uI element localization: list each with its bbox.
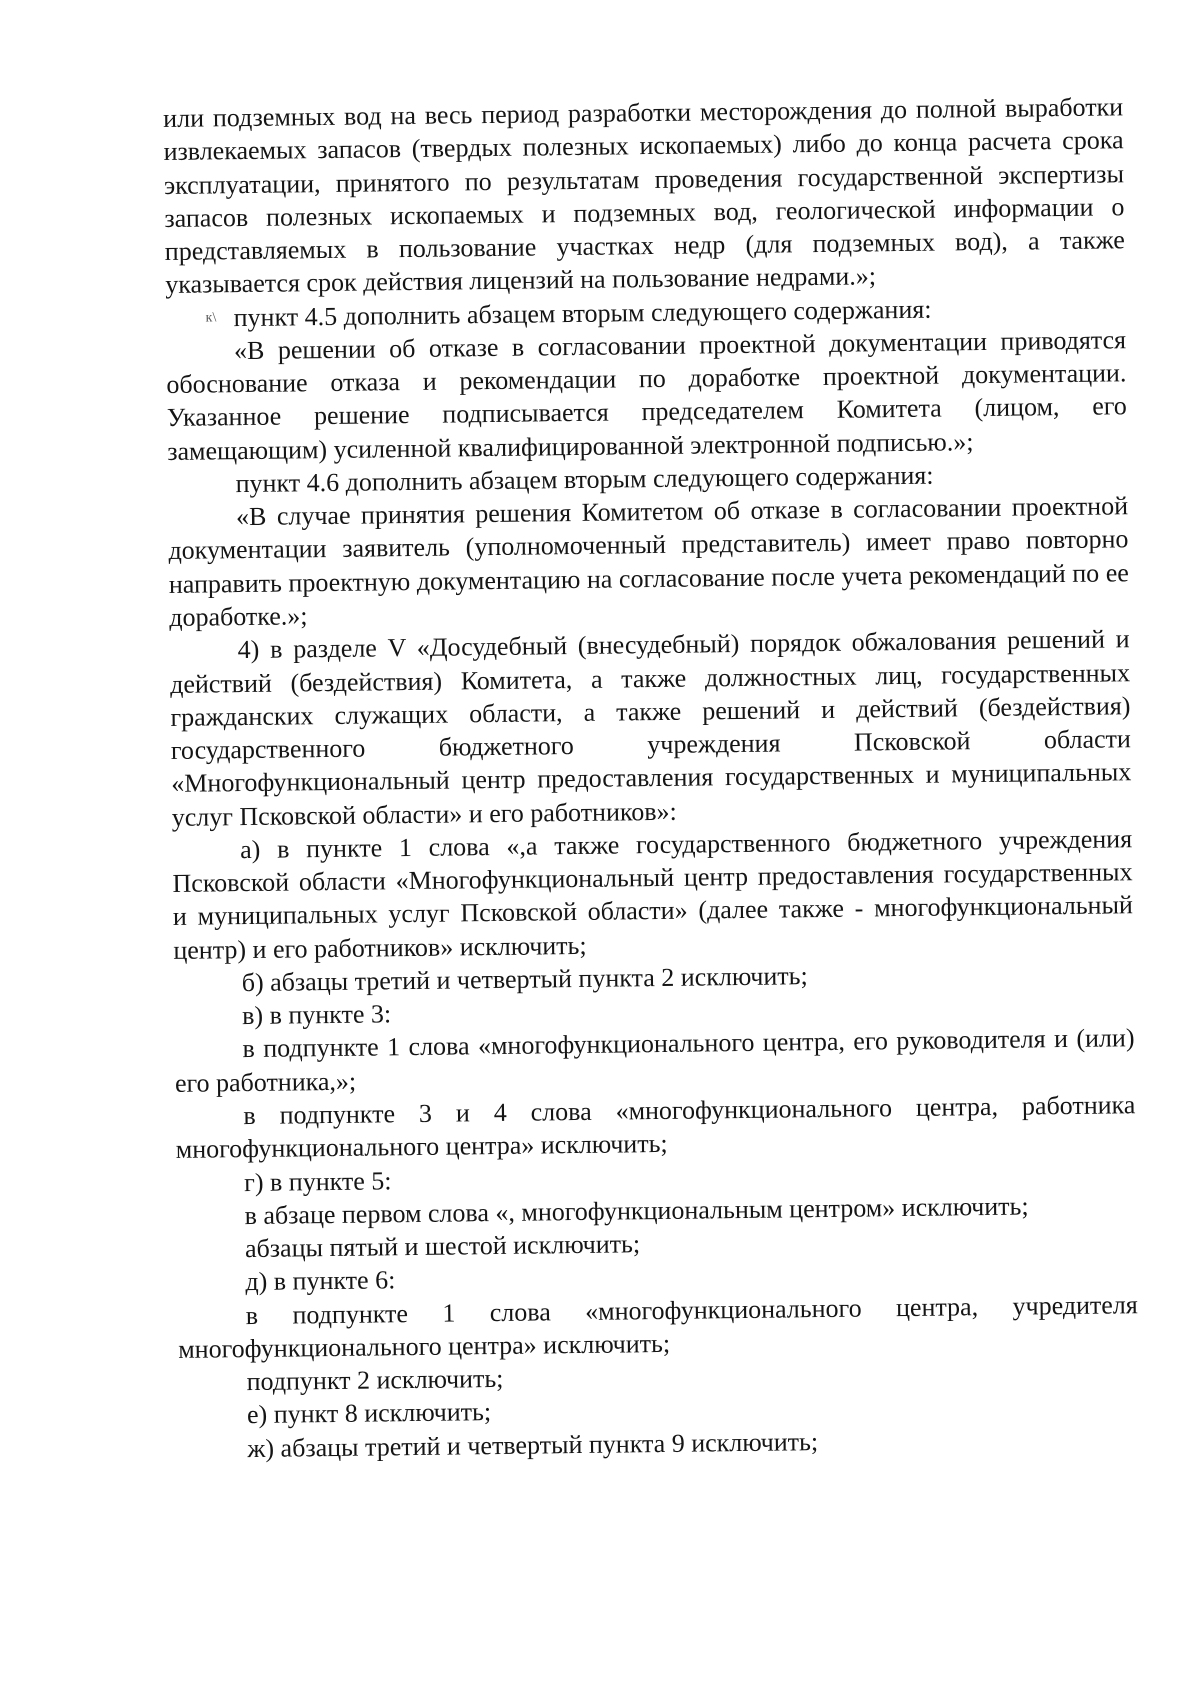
document-body: [163, 90, 1140, 1466]
paragraph-14: абзацы пятый и шестой исключить;: [244, 1229, 641, 1264]
paragraph-2-text: пункт 4.5 дополнить абзацем вторым следующего содержания:: [233, 294, 932, 332]
paragraph-3: «В решении об отказе в согласовании проектной документации приводятся обоснование отказа и рекомендации по доработке проектной документации. Указанное решение подписывается председателем Комитета (лицом, его замещающим) усиленной квалифицированной электронной подписью.»;: [166, 325, 1127, 466]
paragraph-12: г) в пункте 5:: [244, 1165, 392, 1197]
paragraph-17: подпункт 2 исключить;: [246, 1364, 504, 1397]
paragraph-15: д) в пункте 6:: [245, 1265, 396, 1297]
paragraph-6: 4) в разделе V «Досудебный (внесудебный) порядок обжалования решений и действий (бездействия) Комитета, а также должностных лиц, государственных гражданских служащих области, а также решений и действий (бездействия) государственного бюджетного учреждения Псковской области «Многофункциональный центр предоставления государственных и муниципальных услуг Псковской области» и его работников»:: [169, 624, 1132, 832]
paragraph-7: а) в пункте 1 слова «,а также государственного бюджетного учреждения Псковской области «Многофункциональный центр предоставления государственных и муниципальных услуг Псковской области» (далее также - многофункциональный центр) и его работников» исключить;: [172, 824, 1134, 965]
paragraph-19: ж) абзацы третий и четвертый пункта 9 исключить;: [247, 1426, 819, 1463]
paragraph-8: б) абзацы третий и четвертый пункта 2 исключить;: [241, 961, 808, 998]
paragraph-18: е) пункт 8 исключить;: [246, 1397, 492, 1430]
paragraph-13: в абзаце первом слова «, многофункциональным центром» исключить;: [244, 1191, 1029, 1230]
paragraph-11: в подпункте 3 и 4 слова «многофункционального центра, работника многофункционального центра» исключить;: [175, 1090, 1136, 1165]
paragraph-9: в) в пункте 3:: [241, 999, 392, 1031]
paragraph-5: «В случае принятия решения Комитетом об отказе в согласовании проектной документации заявитель (уполномоченный представитель) имеет право повторно направить проектную документацию на согласование после учета рекомендаций по ее доработке.»;: [168, 491, 1129, 632]
margin-mark: к\: [205, 309, 217, 326]
paragraph-1: или подземных вод на весь период разработки месторождения до полной выработки извлекаемых запасов (твердых полезных ископаемых) либо до конца расчета срока эксплуатации, принятого по результатам проведения государственной экспертизы запасов полезных ископаемых и подземных вод, геологической информации о представляемых в пользование участках недр (для подземных вод), а также указывается срок действия лицензий на пользование недрами.»;: [163, 92, 1125, 300]
paragraph-16: в подпункте 1 слова «многофункционального центра, учредителя многофункционального центра» исключить;: [178, 1289, 1138, 1364]
paragraph-4: пункт 4.6 дополнить абзацем вторым следующего содержания:: [235, 460, 934, 499]
paragraph-10: в подпункте 1 слова «многофункционального центра, его руководителя и (или) его работника,»;: [174, 1023, 1135, 1098]
